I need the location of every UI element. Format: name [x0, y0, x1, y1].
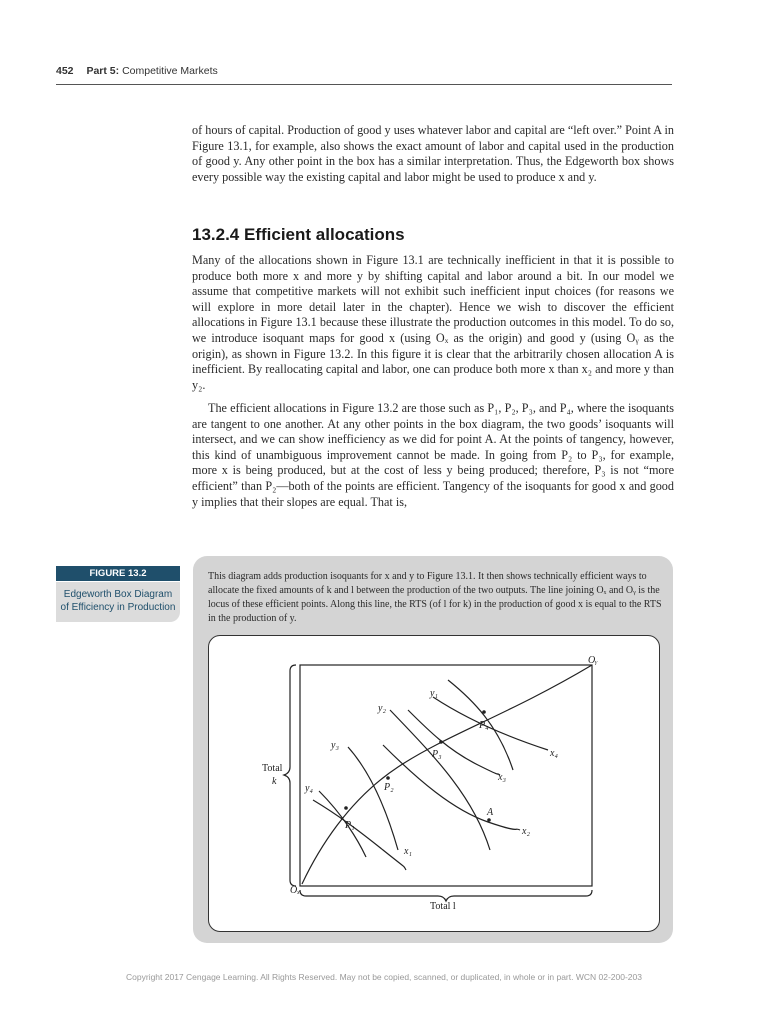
part-label: Part 5: [86, 65, 120, 77]
running-head [56, 65, 218, 77]
isoquant-y4 [319, 791, 366, 857]
label-p2: P₂ [384, 782, 394, 793]
label-p3: P₃ [432, 749, 442, 760]
isoquant-y3 [348, 747, 398, 850]
label-p4: P₄ [479, 720, 489, 731]
paragraph-text: Many of the allocations shown in Figure 13.1 are technically inefficient in that it is possible to produce both more x and more y by shifting capital and labor around a bit. In our model we assume that competitive markets will not exhibit such inefficient input choices (for reasons we will explore in more detail later in the chapter). Hence we wish to discover the efficient allocations in Figure 13.1 because these illustrate the production outcomes in this model. To do so, we introduce isoquant maps for good x (using Oₓ as the origin) and good y (using Oᵧ as the origin), as shown in Figure 13.2. In this figure it is clear that the arbitrarily chosen allocation A is inefficient. By reallocating capital and labor, one can produce both more x than x₂ and more y than y₂. [192, 253, 674, 392]
point-p2 [386, 776, 390, 780]
page-number: 452 [56, 65, 74, 77]
point-a [487, 818, 491, 822]
label-x2: x₂ [522, 826, 530, 837]
isoquant-x1 [313, 800, 406, 870]
figure-label: FIGURE 13.2 [56, 566, 180, 581]
section-title-text: Efficient allocations [244, 225, 405, 244]
figure-caption: This diagram adds production isoquants for x and y to Figure 13.1. It then shows technically efficient ways to allocate the fixed amounts of k and l between the production of the two outputs. The line joining Oₓ and Oᵧ is the locus of these efficient points. Along this line, the RTS (of l for k) in the production of good x is equal to the RTS in the production of y. [208, 571, 662, 624]
section-number: 13.2.4 [192, 225, 240, 244]
figure-title [56, 582, 180, 622]
total-k-brace [284, 665, 296, 886]
paragraph-intro [192, 123, 674, 185]
label-ox: Oₓ [290, 885, 301, 896]
label-x3: x₃ [498, 772, 506, 783]
label-x1: x₁ [404, 846, 412, 857]
label-y3: y₃ [331, 740, 339, 751]
point-p1 [344, 806, 348, 810]
label-y4: y₄ [305, 783, 313, 794]
point-p4 [482, 710, 486, 714]
label-p1: P₁ [345, 820, 355, 831]
label-y2: y₂ [378, 703, 386, 714]
label-total-l: Total l [430, 901, 456, 912]
point-p3 [439, 740, 443, 744]
part-title: Competitive Markets [122, 65, 218, 77]
label-oy: Oᵧ [588, 655, 598, 666]
label-y1: y₁ [430, 688, 438, 699]
isoquant-y2 [390, 710, 490, 850]
total-l-brace [300, 890, 592, 901]
edgeworth-box [300, 665, 592, 886]
header-rule [56, 84, 672, 85]
section-heading [192, 225, 405, 245]
label-total-k-2: k [272, 776, 277, 787]
paragraph-text: The efficient allocations in Figure 13.2 are those such as P₁, P₂, P₃, and P₄, where the isoquants are tangent to one another. At any other points in the box diagram, the two goods’ isoquants will intersect, and we can show inefficiency as we did for point A. At the points of tangency, however, this kind of unambiguous improvement cannot be made. In going from P₂ to P₃, for example, more x is being produced, but at the cost of less y being produced; therefore, P₃ is not “more efficient” than P₂—both of the points are efficient. Tangency of the isoquants for good x and good y implies that their slopes are equal. That is, [192, 401, 674, 509]
figure-title-line: of Efficiency in Production [60, 602, 176, 613]
paragraph-efficient-allocations [192, 253, 674, 393]
figure-title-line: Edgeworth Box Diagram [63, 589, 173, 600]
contract-curve [302, 665, 592, 884]
isoquant-x2 [383, 745, 520, 830]
label-total-k-1: Total [262, 763, 283, 774]
label-a: A [487, 807, 494, 818]
paragraph-tangency [192, 401, 674, 510]
label-x4: x₄ [550, 748, 558, 759]
paragraph-text: of hours of capital. Production of good y uses whatever labor and capital are “left over.” Point A in Figure 13.1, for example, also shows the exact amount of labor and capital used in the production of good y. Any other point in the box has a similar interpretation. Thus, the Edgeworth box shows every possible way the existing capital and labor might be used to produce x and y. [192, 123, 674, 184]
copyright-footer: Copyright 2017 Cengage Learning. All Rights Reserved. May not be copied, scanned, or duplicated, in whole or in part. WCN 02-200-203 [126, 972, 642, 982]
edgeworth-box-diagram [208, 635, 658, 930]
